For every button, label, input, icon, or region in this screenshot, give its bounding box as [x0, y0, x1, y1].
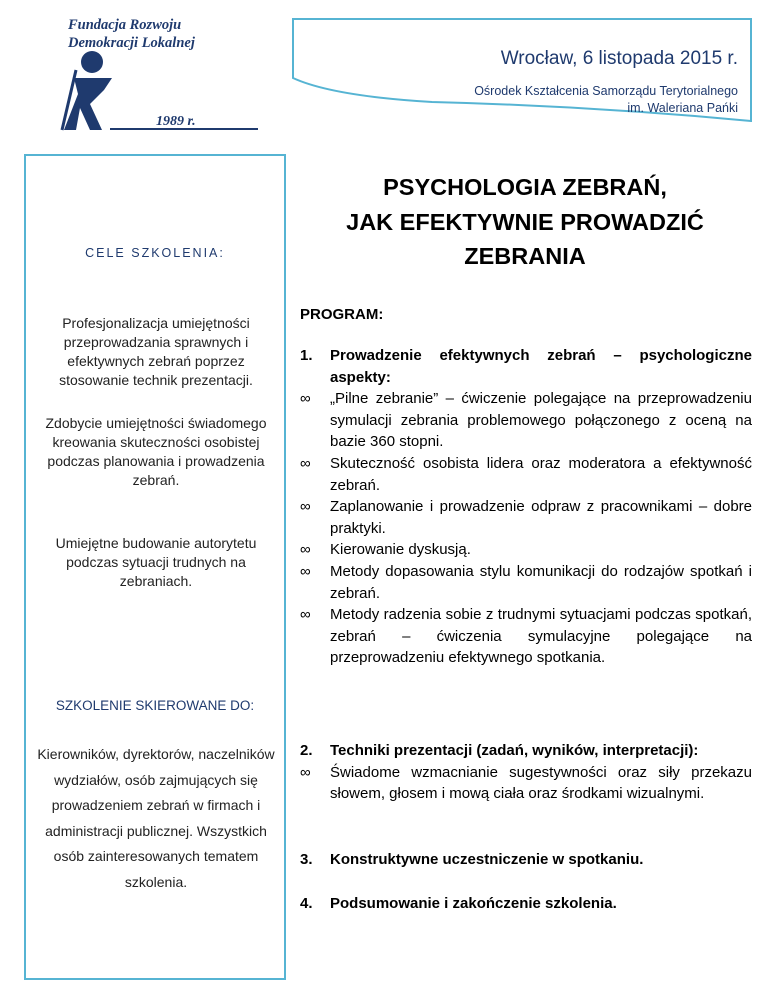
program-item [300, 740, 752, 805]
header-org-line1: Ośrodek Kształcenia Samorządu Terytorialnego [474, 84, 738, 98]
item-number: 4. [300, 895, 313, 912]
running-figure-icon [60, 48, 140, 138]
target-heading: SZKOLENIE SKIEROWANE DO: [55, 698, 255, 713]
bullet-text: Metody radzenia sobie z trudnymi sytuacjami podczas spotkań, zebrań – ćwiczenia symulacyjne polegające na przeprowadzeniu efektywnego spotkania. [330, 606, 752, 667]
program-label: PROGRAM: [300, 306, 384, 323]
item-number: 3. [300, 851, 313, 868]
list-item [300, 561, 752, 604]
bullet-text: Skuteczność osobista lidera oraz moderatora a efektywność zebrań. [330, 454, 752, 494]
infinity-bullet-icon: ∞ [300, 562, 311, 580]
title-line: JAK EFEKTYWNIE PROWADZIĆ [346, 208, 704, 235]
infinity-bullet-icon: ∞ [300, 454, 311, 472]
goal-item: Profesjonalizacja umiejętności przeprowadzania sprawnych i efektywnych zebrań poprzez stosowanie technik prezentacji. [59, 315, 253, 388]
sidebar [24, 154, 286, 980]
event-date: Wrocław, 6 listopada 2015 r. [500, 48, 738, 69]
target-text: Kierowników, dyrektorów, naczelników wydziałów, osób zajmujących się prowadzeniem zebrań w firmach i administracji publicznej. Wszystkich osób zainteresowanych tematem szkolenia. [37, 746, 275, 890]
item-number: 2. [300, 742, 313, 759]
list-item [300, 453, 752, 496]
page-title [296, 170, 754, 274]
item-title: Prowadzenie efektywnych zebrań – psychologiczne aspekty: [330, 347, 752, 386]
program-item [300, 893, 752, 915]
list-item [300, 539, 752, 561]
logo-org-line1: Fundacja Rozwoju [68, 17, 182, 33]
infinity-bullet-icon: ∞ [300, 498, 311, 516]
header-box [292, 18, 752, 122]
item-title: Techniki prezentacji (zadań, wyników, interpretacji): [330, 742, 699, 759]
list-item [300, 762, 752, 805]
logo-year: 1989 r. [156, 114, 196, 129]
infinity-bullet-icon: ∞ [300, 763, 311, 781]
program-item [300, 849, 752, 871]
bullet-text: „Pilne zebranie” – ćwiczenie polegające na przeprowadzeniu symulacji zebrania problemowego połączonego z oceną na bazie 360 stopni. [330, 390, 752, 451]
title-line: PSYCHOLOGIA ZEBRAŃ, [383, 174, 667, 200]
goals-heading: CELE SZKOLENIA: [85, 246, 225, 260]
logo-org-name [68, 16, 195, 52]
item-number: 1. [300, 347, 313, 364]
list-item [300, 388, 752, 453]
header-org-line2: im. Waleriana Pańki [627, 101, 738, 115]
program-item [300, 345, 752, 669]
bullet-text: Kierowanie dyskusją. [330, 541, 471, 559]
logo-org-line2: Demokracji Lokalnej [68, 35, 195, 51]
infinity-bullet-icon: ∞ [300, 606, 311, 624]
goal-item: Zdobycie umiejętności świadomego kreowania skuteczności osobistej podczas planowania i prowadzenia zebrań. [45, 415, 267, 488]
title-line: ZEBRANIA [464, 243, 586, 269]
item-title: Konstruktywne uczestniczenie w spotkaniu. [330, 851, 644, 868]
item-title: Podsumowanie i zakończenie szkolenia. [330, 895, 617, 912]
list-item [300, 604, 752, 669]
list-item [300, 496, 752, 539]
bullet-text: Metody dopasowania stylu komunikacji do rodzajów spotkań i zebrań. [330, 562, 752, 602]
infinity-bullet-icon: ∞ [300, 541, 311, 559]
goal-item: Umiejętne budowanie autorytetu podczas sytuacji trudnych na zebraniach. [55, 535, 257, 589]
foundation-logo [60, 16, 240, 141]
bullet-text: Świadome wzmacnianie sugestywności oraz siły przekazu słowem, głosem i mową ciała oraz środkami wizualnymi. [330, 763, 752, 803]
bullet-text: Zaplanowanie i prowadzenie odpraw z pracownikami – dobre praktyki. [330, 498, 752, 537]
infinity-bullet-icon: ∞ [300, 390, 311, 408]
